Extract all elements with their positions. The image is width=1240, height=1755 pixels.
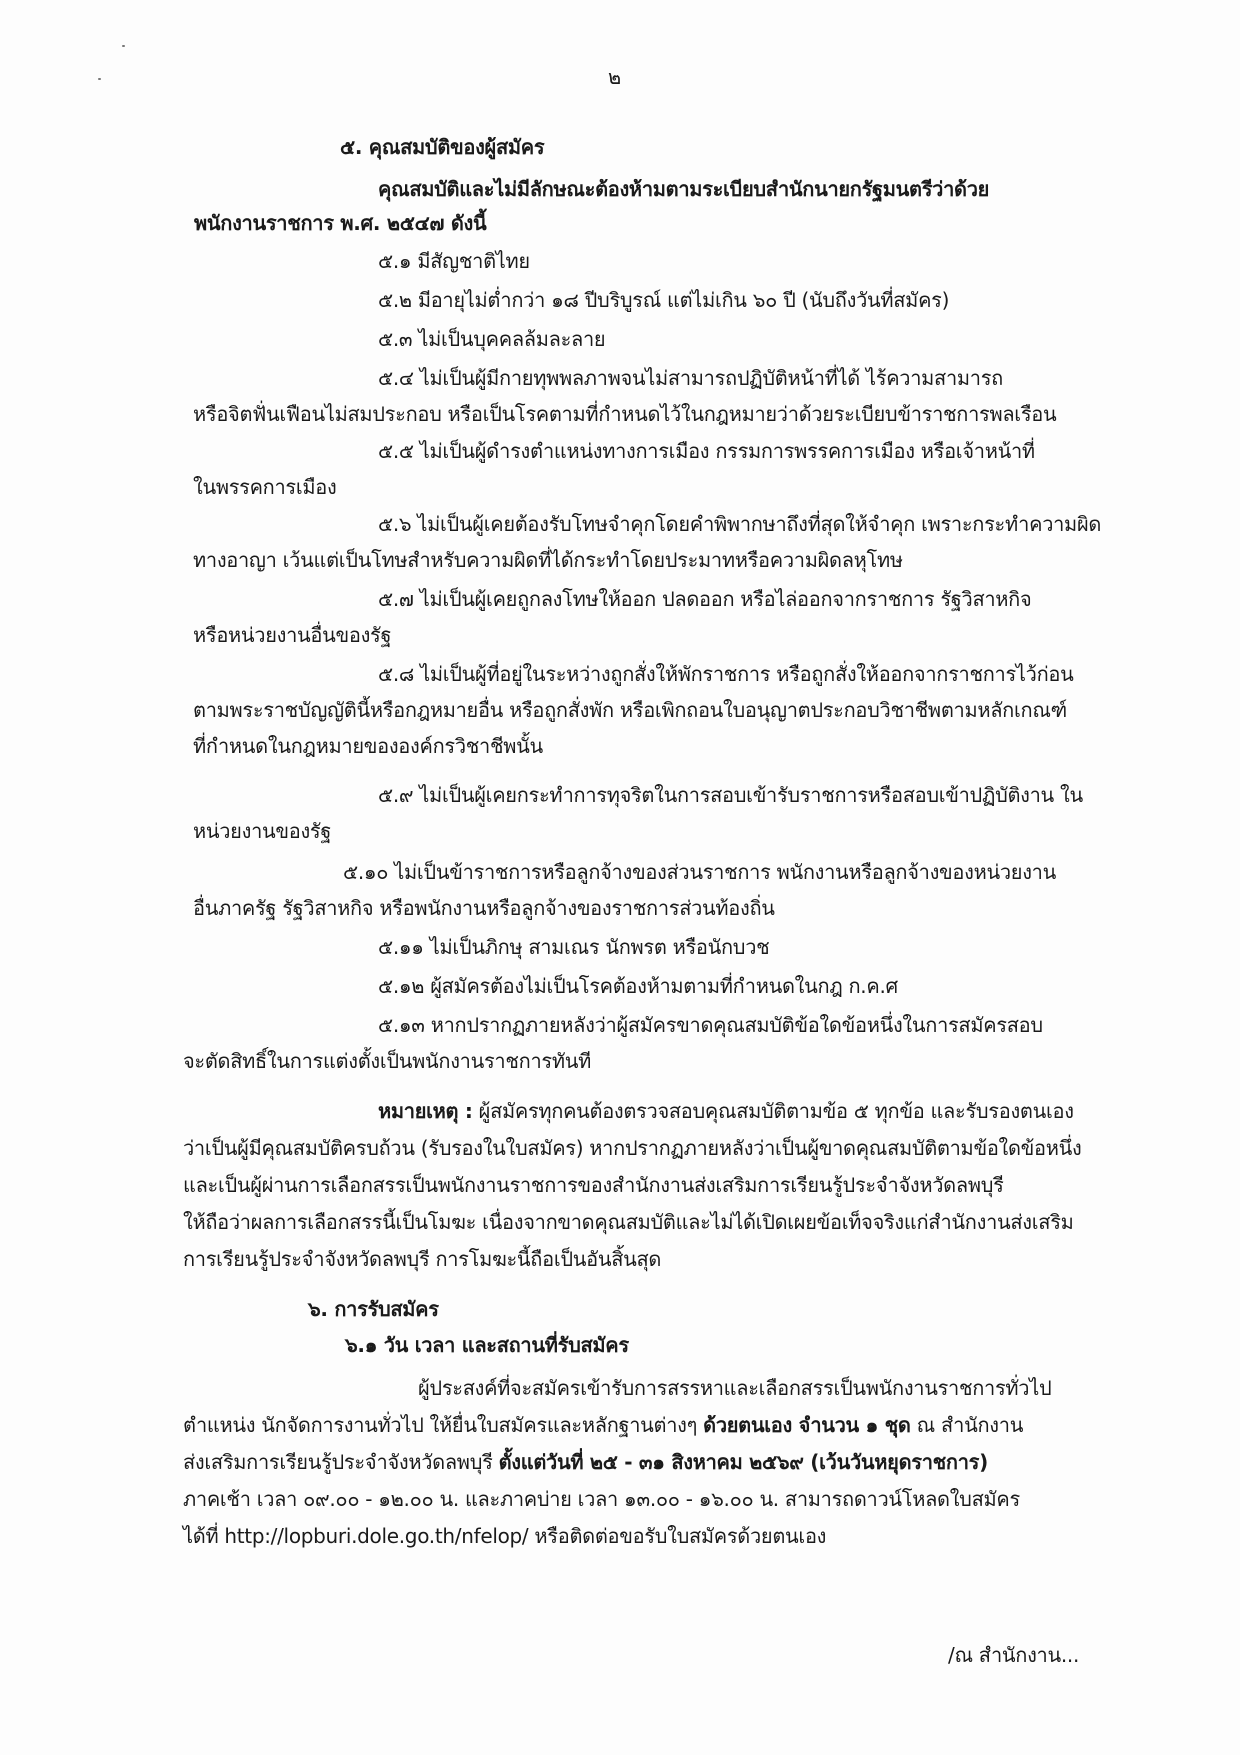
note-text: ผู้สมัครทุกคนต้องตรวจสอบคุณสมบัติตามข้อ ๕ ทุกข้อ และรับรองตนเอง <box>478 1099 1074 1123</box>
application-text <box>183 1447 988 1477</box>
qualification-item-cont: ที่กำหนดในกฎหมายขององค์กรวิชาชีพนั้น <box>193 734 543 758</box>
qualification-item-cont: ในพรรคการเมือง <box>193 475 337 499</box>
qualification-item: ๕.๙ ไม่เป็นผู้เคยกระทำการทุจริตในการสอบเข้ารับราชการหรือสอบเข้าปฏิบัติงาน ใน <box>378 783 1083 807</box>
application-text-part: ส่งเสริมการเรียนรู้ประจำจังหวัดลพบุรี <box>183 1450 499 1474</box>
qualification-item: ๕.๑๑ ไม่เป็นภิกษุ สามเณร นักพรต หรือนักบวช <box>378 935 770 959</box>
note-line: การเรียนรู้ประจำจังหวัดลพบุรี การโมฆะนี้ถือเป็นอันสิ้นสุด <box>183 1247 662 1271</box>
note-line: ให้ถือว่าผลการเลือกสรรนี้เป็นโมฆะ เนื่องจากขาดคุณสมบัติและไม่ได้เปิดเผยข้อเท็จจริงแก่สำนักงานส่งเสริม <box>183 1210 1074 1234</box>
scan-speck <box>98 78 101 80</box>
section-5-intro: พนักงานราชการ พ.ศ. ๒๕๔๗ ดังนี้ <box>194 211 487 235</box>
qualification-item: ๕.๓ ไม่เป็นบุคคลล้มละลาย <box>378 327 606 351</box>
note-line: ว่าเป็นผู้มีคุณสมบัติครบถ้วน (รับรองในใบสมัคร) หากปรากฏภายหลังว่าเป็นผู้ขาดคุณสมบัติตามข้อใดข้อหนึ่ง <box>183 1136 1082 1160</box>
qualification-item-cont: จะตัดสิทธิ์ในการแต่งตั้งเป็นพนักงานราชการทันที <box>183 1049 591 1073</box>
qualification-item: ๕.๗ ไม่เป็นผู้เคยถูกลงโทษให้ออก ปลดออก หรือไล่ออกจากราชการ รัฐวิสาหกิจ <box>378 587 1032 611</box>
section-5-intro: คุณสมบัติและไม่มีลักษณะต้องห้ามตามระเบียบสำนักนายกรัฐมนตรีว่าด้วย <box>378 177 990 201</box>
qualification-item: ๕.๑ มีสัญชาติไทย <box>378 249 530 273</box>
note-line: และเป็นผู้ผ่านการเลือกสรรเป็นพนักงานราชการของสำนักงานส่งเสริมการเรียนรู้ประจำจังหวัดลพบุรี <box>183 1173 1004 1197</box>
qualification-item: ๕.๑๒ ผู้สมัครต้องไม่เป็นโรคต้องห้ามตามที่กำหนดในกฎ ก.ค.ศ <box>378 974 898 998</box>
note-first-line <box>378 1096 1074 1126</box>
qualification-item: ๕.๖ ไม่เป็นผู้เคยต้องรับโทษจำคุกโดยคำพิพากษาถึงที่สุดให้จำคุก เพราะกระทำความผิด <box>378 512 1102 536</box>
scan-speck <box>122 45 125 47</box>
qualification-item-cont: หรือหน่วยงานอื่นของรัฐ <box>193 623 392 647</box>
application-text-part: ตำแหน่ง นักจัดการงานทั่วไป ให้ยื่นใบสมัครและหลักฐานต่างๆ <box>183 1413 704 1437</box>
application-text: ได้ที่ http://lopburi.dole.go.th/nfelop/ หรือติดต่อขอรับใบสมัครด้วยตนเอง <box>183 1524 827 1548</box>
qualification-item: ๕.๑๐ ไม่เป็นข้าราชการหรือลูกจ้างของส่วนราชการ พนักงานหรือลูกจ้างของหน่วยงาน <box>343 860 1056 884</box>
qualification-item-cont: หรือจิตฟั่นเฟือนไม่สมประกอบ หรือเป็นโรคตามที่กำหนดไว้ในกฎหมายว่าด้วยระเบียบข้าราชการพลเรือน <box>193 402 1057 426</box>
qualification-item: ๕.๕ ไม่เป็นผู้ดำรงตำแหน่งทางการเมือง กรรมการพรรคการเมือง หรือเจ้าหน้าที่ <box>378 439 1035 463</box>
note-label: หมายเหตุ : <box>378 1099 473 1123</box>
section-6-heading: ๖. การรับสมัคร <box>308 1297 439 1321</box>
application-text <box>183 1410 1023 1440</box>
application-text: ผู้ประสงค์ที่จะสมัครเข้ารับการสรรหาและเลือกสรรเป็นพนักงานราชการทั่วไป <box>418 1376 1052 1400</box>
continuation-marker: /ณ สำนักงาน... <box>948 1643 1080 1667</box>
application-text-bold: ด้วยตนเอง จำนวน ๑ ชุด <box>703 1413 911 1437</box>
qualification-item-cont: อื่นภาครัฐ รัฐวิสาหกิจ หรือพนักงานหรือลูกจ้างของราชการส่วนท้องถิ่น <box>193 896 775 920</box>
qualification-item-cont: ทางอาญา เว้นแต่เป็นโทษสำหรับความผิดที่ได้กระทำโดยประมาทหรือความผิดลหุโทษ <box>193 548 903 572</box>
application-text: ภาคเช้า เวลา ๐๙.๐๐ - ๑๒.๐๐ น. และภาคบ่าย เวลา ๑๓.๐๐ - ๑๖.๐๐ น. สามารถดาวน์โหลดใบสมัคร <box>183 1487 1020 1511</box>
application-dates: ตั้งแต่วันที่ ๒๕ - ๓๑ สิงหาคม ๒๕๖๙ (เว้นวันหยุดราชการ) <box>498 1450 988 1474</box>
qualification-item: ๕.๑๓ หากปรากฏภายหลังว่าผู้สมัครขาดคุณสมบัติข้อใดข้อหนึ่งในการสมัครสอบ <box>378 1013 1043 1037</box>
qualification-item: ๕.๒ มีอายุไม่ต่ำกว่า ๑๘ ปีบริบูรณ์ แต่ไม่เกิน ๖๐ ปี (นับถึงวันที่สมัคร) <box>378 288 950 312</box>
application-text-part: ณ สำนักงาน <box>910 1413 1024 1437</box>
qualification-item: ๕.๘ ไม่เป็นผู้ที่อยู่ในระหว่างถูกสั่งให้พักราชการ หรือถูกสั่งให้ออกจากราชการไว้ก่อน <box>378 662 1074 686</box>
qualification-item-cont: ตามพระราชบัญญัตินี้หรือกฎหมายอื่น หรือถูกสั่งพัก หรือเพิกถอนใบอนุญาตประกอบวิชาชีพตามหลักเกณฑ์ <box>193 698 1067 722</box>
section-5-heading: ๕. คุณสมบัติของผู้สมัคร <box>340 135 545 159</box>
qualification-item-cont: หน่วยงานของรัฐ <box>193 819 332 843</box>
section-6-1-heading: ๖.๑ วัน เวลา และสถานที่รับสมัคร <box>345 1333 629 1357</box>
qualification-item: ๕.๔ ไม่เป็นผู้มีกายทุพพลภาพจนไม่สามารถปฏิบัติหน้าที่ได้ ไร้ความสามารถ <box>378 366 1003 390</box>
page-number: ๒ <box>608 65 621 89</box>
